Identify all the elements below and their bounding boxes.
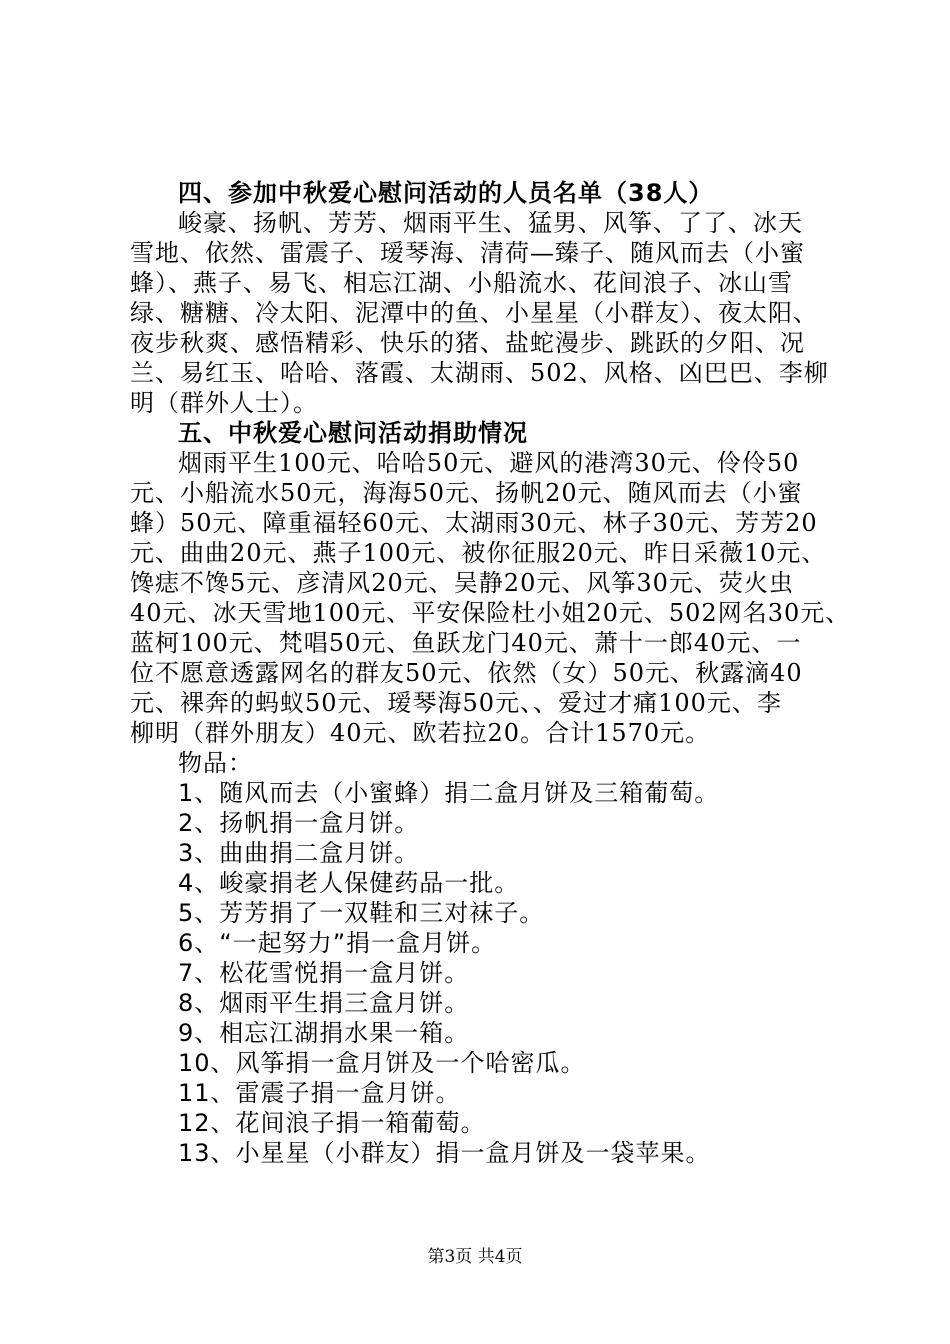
section5-paragraph [130,448,851,748]
section4-line: 明（群外人士）。 [130,389,318,417]
goods-item: 3、曲曲捐二盒月饼。 [178,839,420,867]
section5-line: 元、小船流水50元，海海50元、扬帆20元、随风而去（小蜜 [130,479,803,507]
section5-line: 位不愿意透露网名的群友50元、依然（女）50元、秋露滴40 [130,659,803,687]
section4-heading: 四、参加中秋爱心慰问活动的人员名单（38人） [178,179,714,207]
section4-line: 绿、糖糖、冷太阳、泥潭中的鱼、小星星（小群友）、夜太阳、 [130,299,818,327]
goods-item: 4、峻豪捐老人保健药品一批。 [178,869,520,897]
section5-heading: 五、中秋爱心慰问活动捐助情况 [178,419,528,447]
goods-item: 7、松花雪悦捐一盒月饼。 [178,959,470,987]
section4-line: 峻豪、扬帆、芳芳、烟雨平生、猛男、风筝、了了、冰天 [178,209,803,237]
section4-line: 夜步秋爽、感悟精彩、快乐的猪、盐蛇漫步、跳跃的夕阳、况 [130,329,805,357]
section4-paragraph [130,208,830,418]
section5-line: 烟雨平生100元、哈哈50元、避风的港湾30元、伶伶50 [178,449,800,477]
goods-item: 6、“一起努力”捐一盒月饼。 [178,929,497,957]
goods-item: 13、小星星（小群友）捐一盒月饼及一袋苹果。 [178,1139,711,1167]
section5-line: 柳明（群外朋友）40元、欧若拉20。合计1570元。 [130,719,711,747]
goods-label: 物品： [178,749,253,777]
section5-line: 蜂）50元、障重福轻60元、太湖雨30元、林子30元、芳芳20 [130,509,818,537]
section5-line: 馋痣不馋5元、彦清风20元、吴静20元、风筝30元、荧火虫 [130,569,794,597]
goods-item: 12、花间浪子捐一箱葡萄。 [178,1109,486,1137]
section5-line: 元、裸奔的蚂蚁50元、瑷琴海50元、、爱过才痛100元、李 [130,689,782,717]
goods-item: 2、扬帆捐一盒月饼。 [178,809,420,837]
goods-item: 9、相忘江湖捐水果一箱。 [178,1019,470,1047]
section4-line: 雪地、依然、雷震子、瑷琴海、清荷—臻子、随风而去（小蜜 [130,239,805,267]
section5-line: 蓝柯100元、梵唱50元、鱼跃龙门40元、萧十一郎40元、一 [130,629,802,657]
section5-line: 元、曲曲20元、燕子100元、被你征服20元、昨日采薇10元、 [130,539,827,567]
goods-item: 11、雷震子捐一盒月饼。 [178,1079,461,1107]
section4-line: 蜂）、燕子、易飞、相忘江湖、小船流水、花间浪子、冰山雪 [130,269,793,297]
page-content [130,178,851,1168]
section5-line: 40元、冰天雪地100元、平安保险杜小姐20元、502网名30元、 [130,599,851,627]
goods-item: 1、随风而去（小蜜蜂）捐二盒月饼及三箱葡萄。 [178,779,720,807]
goods-item: 5、芳芳捐了一双鞋和三对袜子。 [178,899,545,927]
goods-item: 8、烟雨平生捐三盒月饼。 [178,989,470,1017]
goods-list [130,778,830,1168]
goods-item: 10、风筝捐一盒月饼及一个哈密瓜。 [178,1049,586,1077]
section4-line: 兰、易红玉、哈哈、落霞、太湖雨、502、风格、凶巴巴、李柳 [130,359,829,387]
page-footer: 第3页 共4页 [427,1247,523,1267]
